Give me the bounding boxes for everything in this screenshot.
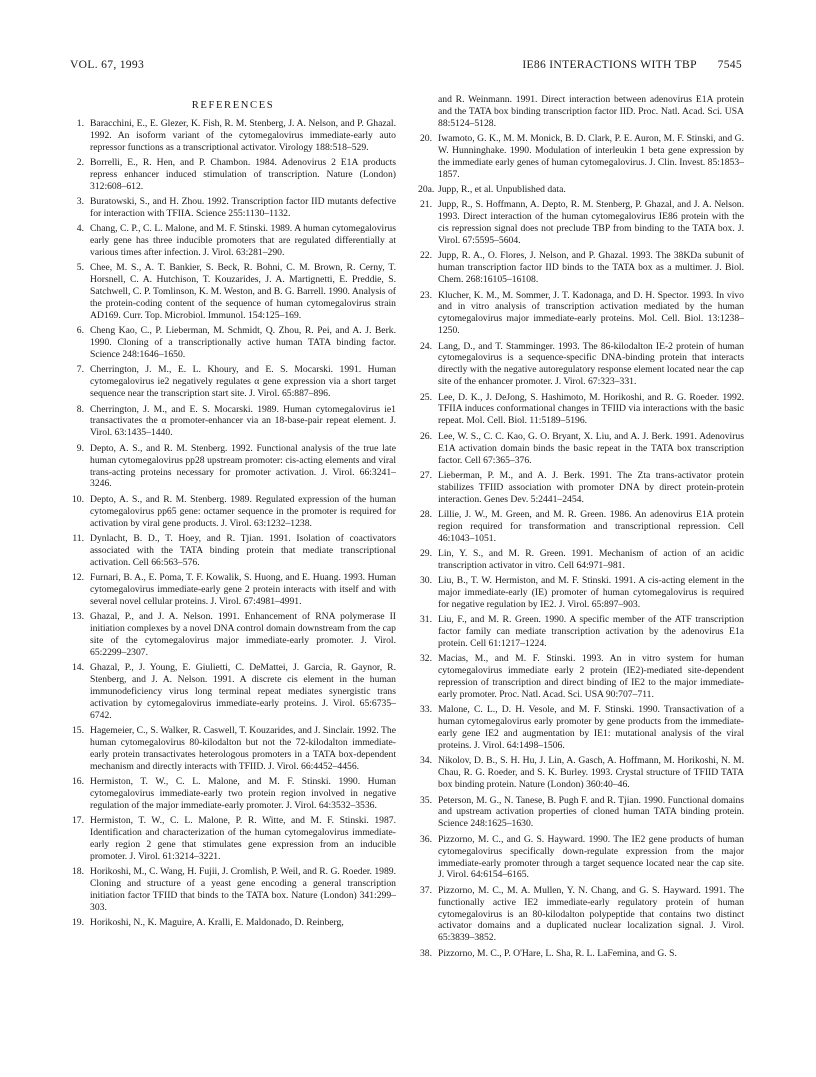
reference-entry <box>418 653 744 701</box>
reference-number: 28. <box>419 508 432 520</box>
reference-number: 13. <box>71 611 84 623</box>
reference-text: Depto, A. S., and R. M. Stenberg. 1989. Regulated expression of the human cytomegalovirus pp65 gene: octamer sequence in the promoter is required for activation by viral gene products. J. Virol. 63:1232–1238. <box>90 493 396 529</box>
reference-entry <box>418 755 744 791</box>
reference-entry <box>418 948 744 960</box>
reference-text: Lillie, J. W., M. Green, and M. R. Green. 1986. An adenovirus E1A protein region required for transformation and transcriptional repression. Cell 46:1043–1051. <box>438 508 744 544</box>
references-left-column <box>70 96 396 932</box>
reference-entry <box>418 94 744 130</box>
reference-text: Jupp, R., et al. Unpublished data. <box>438 184 566 196</box>
reference-number: 16. <box>71 775 84 787</box>
reference-entry <box>70 443 396 491</box>
reference-entry <box>418 290 744 338</box>
reference-entry <box>70 325 396 361</box>
reference-number: 27. <box>419 469 432 481</box>
reference-entry <box>70 262 396 322</box>
reference-entry <box>418 885 744 945</box>
reference-number: 20. <box>419 133 432 145</box>
reference-number: 23. <box>419 289 432 301</box>
references-heading: REFERENCES <box>191 100 275 111</box>
reference-entry <box>418 509 744 545</box>
reference-text: Liu, B., T. W. Hermiston, and M. F. Stinski. 1991. A cis-acting element in the major immediate-early (IE) promoter of human cytomegalovirus is required for negative regulation by IE2. J. Virol. 65:897–903. <box>438 575 744 611</box>
reference-text: Hermiston, T. W., C. L. Malone, P. R. Witte, and M. F. Stinski. 1987. Identification and characterization of the human cytomegalovirus immediate-early region 2 gene that stimulates gene expression from an inducible promoter. J. Virol. 61:3214–3221. <box>90 815 396 862</box>
reference-number: 21. <box>419 199 432 211</box>
reference-entry <box>418 184 744 196</box>
reference-number: 20a. <box>418 184 435 196</box>
reference-text: Lin, Y. S., and M. R. Green. 1991. Mechanism of action of an acidic transcription activator in vitro. Cell 64:971–981. <box>438 548 744 571</box>
reference-text: Horikoshi, M., C. Wang, H. Fujii, J. Cromlish, P. Weil, and R. G. Roeder. 1989. Cloning and structure of a yeast gene encoding a general transcription initiation factor TFIID that binds to the TATA box. Nature (London) 341:299–303. <box>90 866 396 913</box>
reference-entry <box>70 572 396 608</box>
reference-number: 24. <box>419 340 432 352</box>
reference-text: Lee, D. K., J. DeJong, S. Hashimoto, M. Horikoshi, and R. G. Roeder. 1992. TFIIA induces conformational changes in TFIID via interactions with the basic repeat. Mol. Cell. Biol. 11:5189–5196. <box>438 391 744 427</box>
reference-text: Klucher, K. M., M. Sommer, J. T. Kadonaga, and D. H. Spector. 1993. In vivo and in vitro analysis of transcription activation mediated by the human cytomegalovirus major immediate-early proteins. Mol. Cell. Biol. 13:1238–1250. <box>438 289 744 337</box>
reference-text: Ghazal, P., and J. A. Nelson. 1991. Enhancement of RNA polymerase II initiation complexes by a novel DNA control domain downstream from the cap site of the cytomegalovirus major immediate-early promoter. J. Virol. 65:2299–2307. <box>90 611 396 658</box>
reference-number: 18. <box>71 866 84 878</box>
reference-number: 22. <box>419 250 432 262</box>
reference-entry <box>70 364 396 400</box>
journal-volume: VOL. 67, 1993 <box>70 58 145 71</box>
reference-number: 1. <box>76 117 84 129</box>
reference-text: Ghazal, P., J. Young, E. Giulietti, C. DeMattei, J. Garcia, R. Gaynor, R. Stenberg, and J. A. Nelson. 1991. A discrete cis element in the human immunodeficiency virus long terminal repeat mediates synergistic trans activation by cytomegalovirus immediate-early proteins. J. Virol. 65:6735–6742. <box>90 662 396 721</box>
reference-text: Cheng Kao, C., P. Lieberman, M. Schmidt, Q. Zhou, R. Pei, and A. J. Berk. 1990. Cloning of a transcriptionally active human TATA binding factor. Science 248:1646–1650. <box>90 325 396 361</box>
reference-entry <box>418 392 744 428</box>
reference-text: Macias, M., and M. F. Stinski. 1993. An in vitro system for human cytomegalovirus immediate early 2 protein (IE2)-mediated site-dependent repression of transcription and direct binding of IE2 to the major immediate-early promoter. Proc. Natl. Acad. Sci. USA 90:707–711. <box>438 653 744 701</box>
reference-number: 6. <box>76 325 84 337</box>
reference-text: Lee, W. S., C. C. Kao, G. O. Bryant, X. Liu, and A. J. Berk. 1991. Adenovirus E1A activation domain binds the basic repeat in the TATA box transcription factor. Cell 67:365–376. <box>438 430 744 466</box>
reference-entry <box>70 611 396 659</box>
reference-entry <box>418 795 744 831</box>
reference-text: Depto, A. S., and R. M. Stenberg. 1992. Functional analysis of the true late human cytomegalovirus pp28 upstream promoter: cis-acting elements and viral trans-acting proteins necessary for promoter activation. J. Virol. 66:3241–3246. <box>90 442 396 490</box>
reference-entry <box>418 834 744 882</box>
references-right-column <box>418 94 744 963</box>
reference-text: Jupp, R. A., O. Flores, J. Nelson, and P. Ghazal. 1993. The 38KDa subunit of human transcription factor IID binds to the TATA box as a multimer. J. Biol. Chem. 268:16105–16108. <box>438 250 744 286</box>
reference-text: Cherrington, J. M., E. L. Khoury, and E. S. Mocarski. 1991. Human cytomegalovirus ie2 negatively regulates α gene expression via a short target sequence near the transcription start site. J. Virol. 65:887–896. <box>90 364 396 400</box>
reference-text: Pizzorno, M. C., M. A. Mullen, Y. N. Chang, and G. S. Hayward. 1991. The functionally active IE2 immediate-early regulatory protein of human cytomegalovirus is an 80-kilodalton polypeptide that contains two distinct activator domains and a duplicated nuclear localization signal. J. Virol. 65:3839–3852. <box>438 884 744 944</box>
reference-text: Lang, D., and T. Stamminger. 1993. The 86-kilodalton IE-2 protein of human cytomegalovirus is a sequence-specific DNA-binding protein that interacts directly with the negative autoregulatory response element located near the cap site of the enhancer promoter. J. Virol. 67:323–331. <box>438 340 744 388</box>
reference-number: 25. <box>419 391 432 403</box>
reference-number: 8. <box>76 403 84 415</box>
reference-entry <box>70 533 396 569</box>
reference-entry <box>70 662 396 722</box>
reference-number: 5. <box>76 262 84 274</box>
reference-text: Pizzorno, M. C., and G. S. Hayward. 1990. The IE2 gene products of human cytomegalovirus specifically down-regulate expression from the major immediate-early promoter through a target sequence located near the cap site. J. Virol. 64:6154–6165. <box>438 833 744 881</box>
reference-text: Hagemeier, C., S. Walker, R. Caswell, T. Kouzarides, and J. Sinclair. 1992. The human cytomegalovirus 80-kilodalton but not the 72-kilodalton immediate-early protein transactivates heterologous promoters in a TATA box-dependent mechanism and directly interacts with TFIID. J. Virol. 66:4452–4456. <box>90 724 396 772</box>
reference-number: 26. <box>419 430 432 442</box>
reference-entry <box>70 815 396 863</box>
reference-number: 36. <box>419 833 432 845</box>
reference-text: Furnari, B. A., E. Poma, T. F. Kowalik, S. Huong, and E. Huang. 1993. Human cytomegalovirus immediate-early gene 2 protein interacts with itself and with several novel cellular proteins. J. Virol. 67:4981–4991. <box>90 571 396 607</box>
reference-text: Baracchini, E., E. Glezer, K. Fish, R. M. Stenberg, J. A. Nelson, and P. Ghazal. 1992. An isoform variant of the cytomegalovirus immediate-early auto repressor functions as a transcriptional activator. Virology 188:518–529. <box>90 117 396 153</box>
reference-entry <box>418 575 744 611</box>
reference-number: 10. <box>71 493 84 505</box>
running-header <box>522 58 742 71</box>
reference-number: 33. <box>419 704 432 716</box>
reference-text: Lieberman, P. M., and A. J. Berk. 1991. The Zta trans-activator protein stabilizes TFIID association with promoter DNA by direct protein-protein interaction. Genes Dev. 5:2441–2454. <box>438 469 744 505</box>
reference-entry <box>418 614 744 650</box>
running-title: IE86 INTERACTIONS WITH TBP <box>522 58 697 71</box>
reference-number: 14. <box>71 662 84 674</box>
reference-text: Peterson, M. G., N. Tanese, B. Pugh F. and R. Tjian. 1990. Functional domains and upstream activation properties of cloned human TATA binding protein. Science 248:1625–1630. <box>438 794 744 830</box>
reference-number: 12. <box>71 571 84 583</box>
reference-number: 7. <box>76 364 84 376</box>
reference-entry <box>70 866 396 914</box>
reference-number: 29. <box>419 548 432 560</box>
reference-text: Cherrington, J. M., and E. S. Mocarski. 1989. Human cytomegalovirus ie1 transactivates the α promoter-enhancer via an 18-base-pair repeat element. J. Virol. 63:1435–1440. <box>90 403 396 439</box>
reference-text: Chang, C. P., C. L. Malone, and M. F. Stinski. 1989. A human cytomegalovirus early gene has three inducible promoters that are regulated differentially at various times after infection. J. Virol. 63:281–290. <box>90 223 396 259</box>
reference-number: 38. <box>419 947 432 959</box>
reference-entry <box>418 548 744 572</box>
reference-text: Borrelli, E., R. Hen, and P. Chambon. 1984. Adenovirus 2 E1A products repress enhancer induced stimulation of transcription. Nature (London) 312:608–612. <box>90 157 396 192</box>
reference-text: Hermiston, T. W., C. L. Malone, and M. F. Stinski. 1990. Human cytomegalovirus immediate-early two protein region involved in negative regulation of the major immediate-early promoter. J. Virol. 64:3532–3536. <box>90 775 396 811</box>
reference-entry <box>70 776 396 812</box>
reference-number: 9. <box>76 442 84 454</box>
reference-entry <box>70 725 396 773</box>
page-number: 7545 <box>717 58 742 71</box>
reference-text: Chee, M. S., A. T. Bankier, S. Beck, R. Bohni, C. M. Brown, R. Cerny, T. Horsnell, C. A. Hutchison, T. Kouzarides, J. A. Martignetti, E. Preddie, S. Satchwell, C. P. Tomlinson, K. M. Weston, and B. G. Barrell. 1990. Analysis of the protein-coding content of the sequence of human cytomegalovirus strain AD169. Curr. Top. Microbiol. Immunol. 154:125–169. <box>90 262 396 322</box>
reference-entry <box>418 431 744 467</box>
reference-entry <box>70 196 396 220</box>
reference-entry <box>418 133 744 181</box>
reference-entry <box>418 199 744 247</box>
reference-text: Liu, F., and M. R. Green. 1990. A specific member of the ATF transcription factor family can mediate transcription activation by the adenovirus E1a protein. Cell 61:1217–1224. <box>438 614 744 650</box>
reference-number: 3. <box>76 196 84 208</box>
reference-text: Nikolov, D. B., S. H. Hu, J. Lin, A. Gasch, A. Hoffmann, M. Horikoshi, N. M. Chau, R. G. Roeder, and S. K. Burley. 1993. Crystal structure of TFIID TATA box binding protein. Nature (London) 360:40–46. <box>438 755 744 791</box>
reference-number: 32. <box>419 653 432 665</box>
reference-text: Iwamoto, G. K., M. M. Monick, B. D. Clark, P. E. Auron, M. F. Stinski, and G. W. Hunninghake. 1990. Modulation of interleukin 1 beta gene expression by the immediate early genes of human cytomegalovirus. J. Clin. Invest. 85:1853–1857. <box>438 133 744 180</box>
reference-number: 30. <box>419 575 432 587</box>
reference-entry <box>70 404 396 440</box>
reference-number: 17. <box>71 815 84 827</box>
reference-text: Horikoshi, N., K. Maguire, A. Kralli, E. Maldonado, D. Reinberg, <box>90 917 344 929</box>
reference-entry <box>70 223 396 259</box>
reference-text: Malone, C. L., D. H. Vesole, and M. F. Stinski. 1990. Transactivation of a human cytomegalovirus early promoter by gene products from the immediate-early gene IE2 and augmentation by IE1: mutational analysis of the viral proteins. J. Virol. 64:1498–1506. <box>438 704 744 752</box>
reference-entry <box>70 118 396 154</box>
reference-number: 2. <box>76 157 84 169</box>
reference-entry <box>70 494 396 530</box>
reference-entry <box>418 470 744 506</box>
reference-entry <box>418 341 744 389</box>
reference-number: 34. <box>419 755 432 767</box>
reference-number: 19. <box>71 917 84 929</box>
reference-text: Buratowski, S., and H. Zhou. 1992. Transcription factor IID mutants defective for interaction with TFIIA. Science 255:1130–1132. <box>90 196 396 220</box>
reference-text: and R. Weinmann. 1991. Direct interaction between adenovirus E1A protein and the TATA box binding transcription factor IID. Proc. Natl. Acad. Sci. USA 88:5124–5128. <box>438 94 744 129</box>
reference-number: 15. <box>71 724 84 736</box>
reference-entry <box>70 157 396 193</box>
reference-text: Dynlacht, B. D., T. Hoey, and R. Tjian. 1991. Isolation of coactivators associated with the TATA binding protein that mediate transcriptional activation. Cell 66:563–576. <box>90 532 396 568</box>
reference-text: Pizzorno, M. C., P. O'Hare, L. Sha, R. L. LaFemina, and G. S. <box>438 947 677 959</box>
reference-entry <box>418 704 744 752</box>
reference-number: 35. <box>419 794 432 806</box>
reference-text: Jupp, R., S. Hoffmann, A. Depto, R. M. Stenberg, P. Ghazal, and J. A. Nelson. 1993. Direct interaction of the human cytomegalovirus IE86 protein with the cis repression signal does not preclude TBP from binding to the TATA box. J. Virol. 67:5595–5604. <box>438 199 744 247</box>
reference-number: 4. <box>76 223 84 235</box>
reference-number: 11. <box>72 532 84 544</box>
reference-number: 37. <box>419 884 432 896</box>
page-header <box>70 58 742 74</box>
reference-entry <box>70 917 396 929</box>
reference-entry <box>418 250 744 286</box>
reference-number: 31. <box>419 614 432 626</box>
